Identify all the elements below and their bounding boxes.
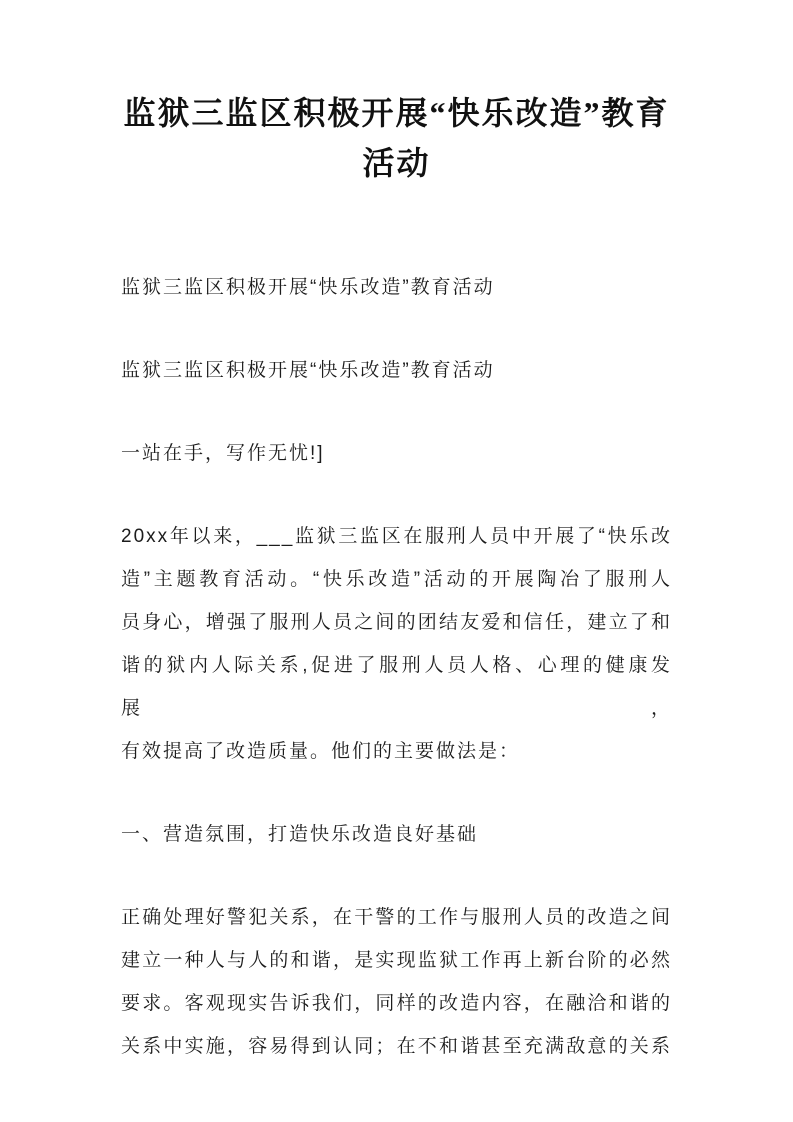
text-line: 20xx年以来，___监狱三监区在服刑人员中开展了“快乐改 bbox=[121, 526, 672, 547]
text-line: 要求。客观现实告诉我们，同样的改造内容，在融洽和谐的 bbox=[121, 993, 672, 1014]
paragraph bbox=[121, 432, 672, 475]
text-line: 员身心，增强了服刑人员之间的团结友爱和信任，建立了和 bbox=[121, 612, 672, 633]
title-line-1: 监狱三监区积极开展“快乐改造”教育 bbox=[123, 95, 670, 131]
text-line: 一站在手，写作无忧!] bbox=[121, 443, 325, 464]
title-line-2: 活动 bbox=[362, 145, 431, 181]
text-line: 监狱三监区积极开展“快乐改造”教育活动 bbox=[121, 360, 495, 381]
paragraph bbox=[121, 515, 672, 773]
paragraph bbox=[121, 349, 672, 392]
section-heading bbox=[121, 813, 672, 856]
text-line: 正确处理好警犯关系，在干警的工作与服刑人员的改造之间 bbox=[121, 907, 672, 928]
paragraph bbox=[121, 896, 672, 1068]
text-line: 关系中实施，容易得到认同；在不和谐甚至充满敌意的关系 bbox=[121, 1036, 672, 1057]
text-line: 监狱三监区积极开展“快乐改造”教育活动 bbox=[121, 277, 495, 298]
text-line: 一、营造氛围，打造快乐改造良好基础 bbox=[121, 824, 479, 845]
text-line: 建立一种人与人的和谐，是实现监狱工作再上新台阶的必然 bbox=[121, 950, 672, 971]
paragraph bbox=[121, 266, 672, 309]
text-line: 谐的狱内人际关系,促进了服刑人员人格、心理的健康发展， bbox=[121, 655, 672, 719]
text-line: 有效提高了改造质量。他们的主要做法是： bbox=[121, 741, 521, 762]
document-title bbox=[121, 88, 672, 188]
document-body bbox=[121, 266, 672, 1068]
text-line: 造”主题教育活动。“快乐改造”活动的开展陶冶了服刑人 bbox=[121, 569, 672, 590]
